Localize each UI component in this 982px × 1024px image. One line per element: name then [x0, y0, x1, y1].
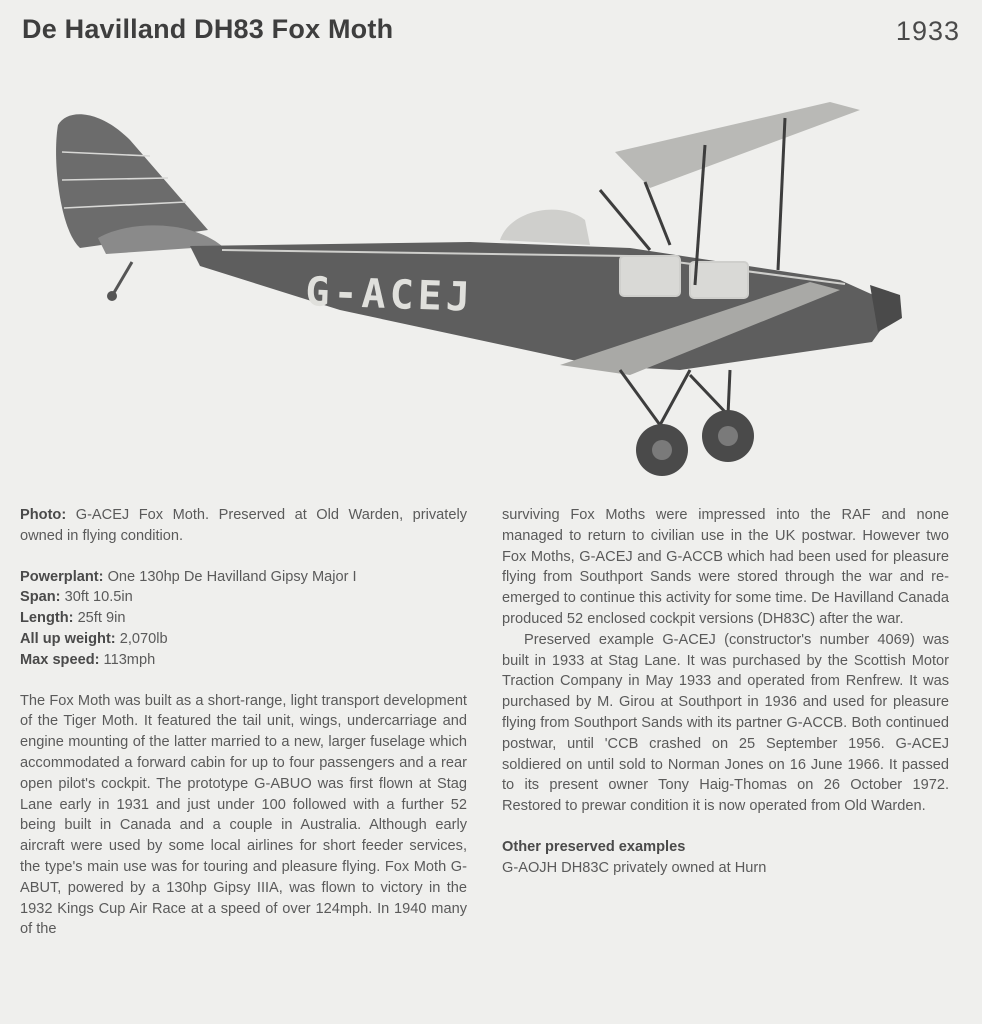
spec-weight: All up weight: 2,070lb	[20, 630, 168, 647]
photo-caption	[20, 505, 467, 547]
spec-length: Length: 25ft 9in	[20, 610, 126, 627]
page-title: De Havilland DH83 Fox Moth	[22, 14, 394, 44]
spec-list	[20, 567, 467, 671]
other-examples-heading: Other preserved examples	[502, 838, 686, 855]
other-example-item: G-AOJH DH83C privately owned at Hurn	[502, 859, 767, 876]
body-paragraph-1-continued: surviving Fox Moths were impressed into the RAF and none managed to return to civilian use in the UK postwar. However two Fox Moths, G-ACEJ and G-ACCB which had been used for pleasure flying from Southport Sands were stored through the war and re-emerged to continue this activity for some time. De Havilland Canada produced 52 enclosed cockpit versions (DH83C) after the war.	[502, 507, 949, 627]
year-label: 1933	[895, 16, 960, 46]
spec-max-speed: Max speed: 113mph	[20, 651, 156, 668]
spec-powerplant: Powerplant: One 130hp De Havilland Gipsy Major I	[20, 568, 357, 585]
upper-wing	[615, 102, 860, 188]
spec-span: Span: 30ft 10.5in	[20, 589, 133, 606]
left-column	[20, 505, 467, 940]
caption-label: Photo:	[20, 507, 67, 523]
registration-marking: G-ACEJ	[304, 269, 475, 321]
body-paragraph-2: Preserved example G-ACEJ (constructor's number 4069) was built in 1933 at Stag Lane. It was purchased by the Scottish Motor Traction Company in May 1933 and operated from Renfrew. It was purchased by M. Girou at Southport in 1936 and used for pleasure flying from Southport Sands with its partner G-ACCB. Both continued postwar, until 'CCB crashed on 25 September 1956. G-ACEJ soldiered on until sold to Norman Jones on 16 June 1966. It passed to its present owner Tony Haig-Thomas on 26 October 1972. Restored to prewar condition it is now operated from Old Warden.	[502, 631, 949, 815]
caption-text: G-ACEJ Fox Moth. Preserved at Old Warden, privately owned in flying condition.	[20, 507, 467, 544]
right-column	[502, 505, 949, 879]
body-paragraph-1: The Fox Moth was built as a short-range, light transport development of the Tiger Moth. It featured the tail unit, wings, undercarriage and engine mounting of the latter married to a new, larger fuselage which accommodated a forward cabin for up to four passengers and a rear open pilot's cockpit. The prototype G-ABUO was first flown at Stag Lane early in 1931 and just under 100 followed with a further 52 being built in Canada and a couple in Australia. Although early aircraft were used by some local airlines for short feeder services, the type's main use was for touring and pleasure flying. Fox Moth G-ABUT, powered by a 130hp Gipsy IIIA, was flown to victory in the 1932 Kings Cup Air Race at a speed of over 124mph. In 1940 many of the	[20, 692, 467, 938]
aircraft-photo	[40, 70, 940, 490]
